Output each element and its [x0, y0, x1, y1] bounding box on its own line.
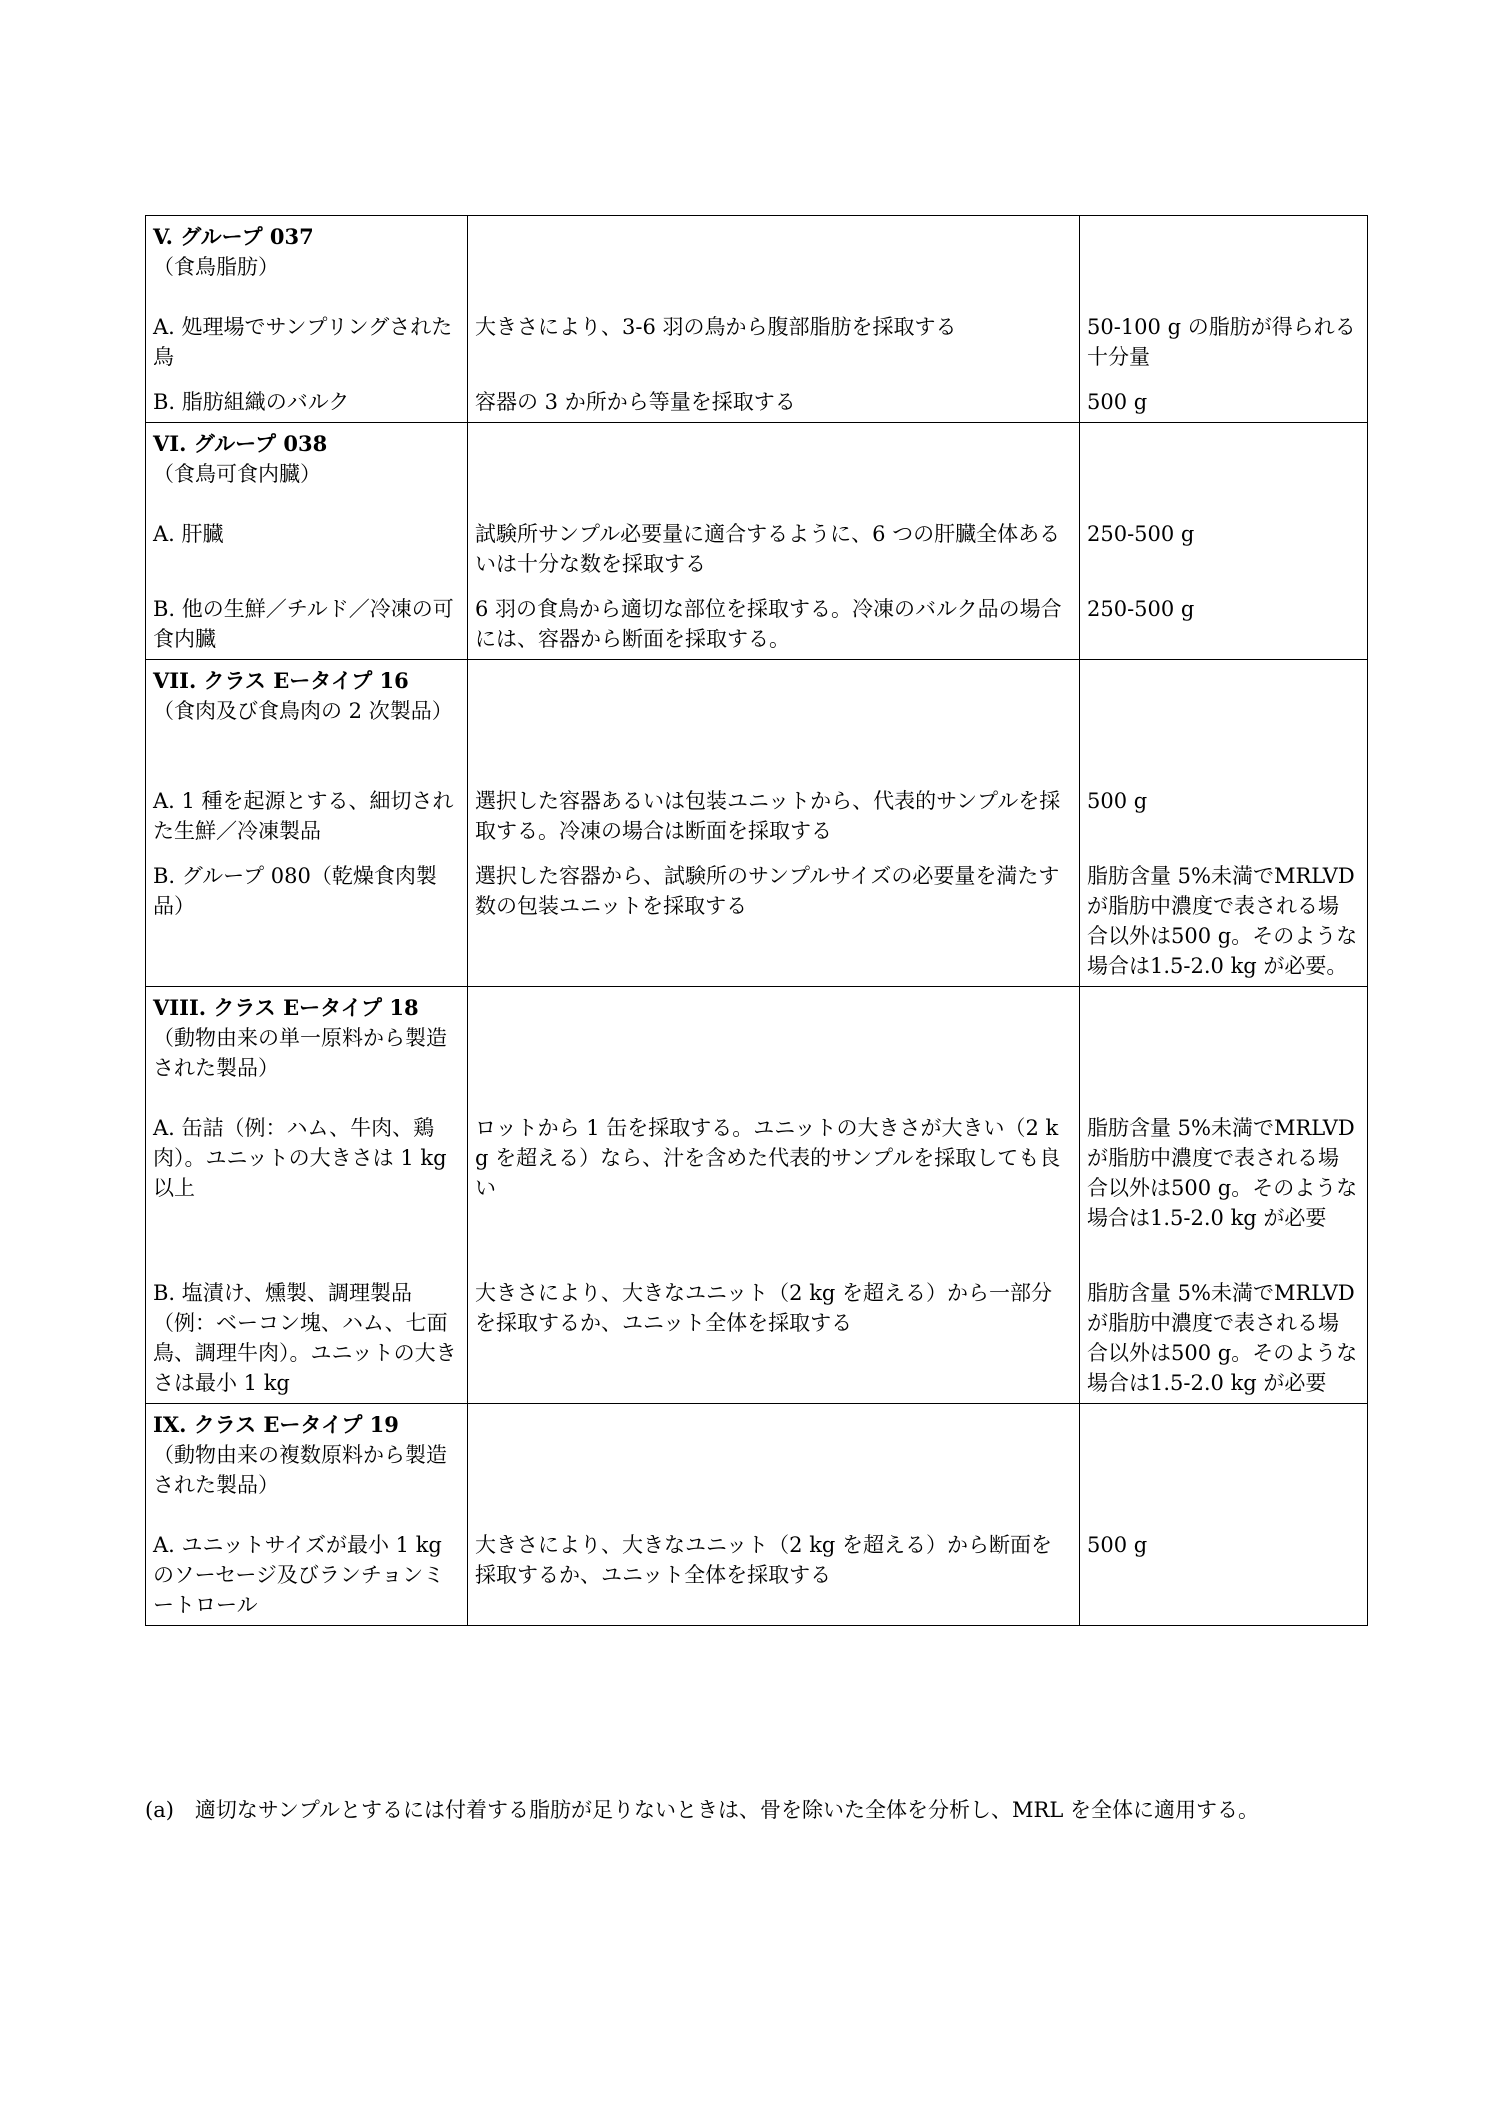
section-heading: VII. クラス Eータイプ 16 [153, 668, 409, 693]
quantity-cell [1080, 660, 1368, 987]
section-subtitle: （食鳥脂肪） [153, 255, 279, 279]
item-quantity: 脂肪含量 5%未満でMRLVD が脂肪中濃度で表される場合以外は500 g。そのような場合は1.5-2.0 kg が必要 [1087, 1116, 1358, 1230]
item-label: B. 脂肪組織のバルク [153, 390, 350, 414]
item-label: A. 缶詰（例：ハム、牛肉、鶏肉）。ユニットの大きさは 1 kg 以上 [153, 1116, 447, 1200]
label-cell [146, 660, 468, 987]
item-quantity: 500 g [1087, 1533, 1148, 1557]
item-quantity: 250-500 g [1087, 597, 1195, 621]
item-method: 6 羽の食鳥から適切な部位を採取する。冷凍のバルク品の場合には、容器から断面を採取する。 [475, 597, 1062, 651]
item-method: 大きさにより、3-6 羽の鳥から腹部脂肪を採取する [475, 315, 957, 339]
item-method: 大きさにより、大きなユニット（2 kg を超える）から一部分を採取するか、ユニット全体を採取する [475, 1281, 1053, 1335]
item-method: 容器の 3 か所から等量を採取する [475, 390, 796, 414]
section-subtitle: （食鳥可食内臓） [153, 462, 321, 486]
quantity-cell [1080, 987, 1368, 1404]
table-row [146, 216, 1368, 423]
item-quantity: 500 g [1087, 789, 1148, 813]
item-method: 試験所サンプル必要量に適合するように、6 つの肝臓全体あるいは十分な数を採取する [475, 522, 1061, 576]
item-method: ロットから 1 缶を採取する。ユニットの大きさが大きい（2 kg を超える）なら、汁を含めた代表的サンプルを採取しても良い [475, 1116, 1061, 1200]
table-row [146, 660, 1368, 987]
item-method: 選択した容器あるいは包装ユニットから、代表的サンプルを採取する。冷凍の場合は断面を採取する [475, 789, 1061, 843]
section-subtitle: （動物由来の単一原料から製造された製品） [153, 1026, 447, 1080]
method-cell [468, 660, 1080, 987]
item-label: B. 塩漬け、燻製、調理製品（例：ベーコン塊、ハム、七面鳥、調理牛肉）。ユニットの大きさは最小 1 kg [153, 1281, 457, 1395]
quantity-cell [1080, 1404, 1368, 1626]
table-row [146, 1404, 1368, 1626]
item-method: 大きさにより、大きなユニット（2 kg を超える）から断面を採取するか、ユニット全体を採取する [475, 1533, 1053, 1587]
section-heading: VIII. クラス Eータイプ 18 [153, 995, 419, 1020]
section-heading: VI. グループ 038 [153, 431, 328, 456]
table-row [146, 423, 1368, 660]
method-cell [468, 987, 1080, 1404]
item-label: A. 処理場でサンプリングされた鳥 [153, 315, 453, 369]
item-quantity: 500 g [1087, 390, 1148, 414]
sampling-table [145, 215, 1368, 1626]
item-quantity: 50-100 g の脂肪が得られる十分量 [1087, 315, 1356, 369]
item-label: B. 他の生鮮／チルド／冷凍の可食内臓 [153, 597, 454, 651]
section-subtitle: （食肉及び食鳥肉の 2 次製品） [153, 699, 453, 723]
label-cell [146, 216, 468, 423]
table-row [146, 987, 1368, 1404]
quantity-cell [1080, 216, 1368, 423]
method-cell [468, 216, 1080, 423]
section-heading: V. グループ 037 [153, 224, 314, 249]
method-cell [468, 423, 1080, 660]
item-quantity: 250-500 g [1087, 522, 1195, 546]
item-method: 選択した容器から、試験所のサンプルサイズの必要量を満たす数の包装ユニットを採取する [475, 864, 1060, 918]
section-subtitle: （動物由来の複数原料から製造された製品） [153, 1443, 447, 1497]
footnote: (a) 適切なサンプルとするには付着する脂肪が足りないときは、骨を除いた全体を分析し、MRL を全体に適用する。 [145, 1798, 1259, 1822]
label-cell [146, 1404, 468, 1626]
label-cell [146, 987, 468, 1404]
item-quantity: 脂肪含量 5%未満でMRLVD が脂肪中濃度で表される場合以外は500 g。そのような場合は1.5-2.0 kg が必要 [1087, 1281, 1358, 1395]
item-label: A. 1 種を起源とする、細切された生鮮／冷凍製品 [153, 789, 454, 843]
item-label: B. グループ 080（乾燥食肉製品） [153, 864, 437, 918]
item-label: A. ユニットサイズが最小 1 kg のソーセージ及びランチョンミートロール [153, 1533, 445, 1617]
quantity-cell [1080, 423, 1368, 660]
method-cell [468, 1404, 1080, 1626]
section-heading: IX. クラス Eータイプ 19 [153, 1412, 399, 1437]
label-cell [146, 423, 468, 660]
item-label: A. 肝臓 [153, 522, 224, 546]
item-quantity: 脂肪含量 5%未満でMRLVD が脂肪中濃度で表される場合以外は500 g。そのような場合は1.5-2.0 kg が必要。 [1087, 864, 1358, 978]
